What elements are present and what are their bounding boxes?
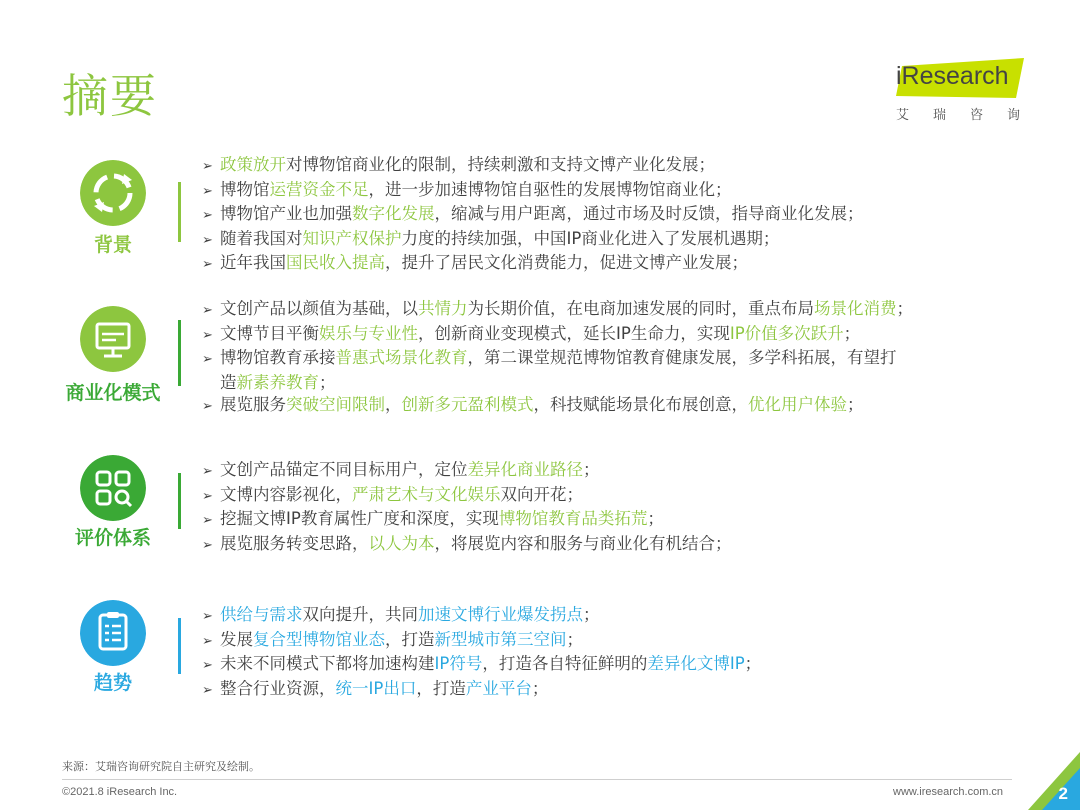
page-number: 2 xyxy=(1058,784,1068,803)
bullet-text: 博物馆教育承接 xyxy=(220,348,336,367)
bullet-text: 文博节目平衡 xyxy=(220,323,319,343)
section-divider xyxy=(178,182,181,242)
highlight-text: 娱乐与专业性 xyxy=(319,323,418,343)
bullet-text: ； xyxy=(847,395,864,414)
highlight-text: 突破空间限制 xyxy=(286,395,385,414)
arrow-bullet-icon: ➢ xyxy=(202,399,213,414)
bullet-text: 博物馆 xyxy=(220,179,270,199)
arrow-bullet-icon: ➢ xyxy=(202,633,213,649)
bullet-text: 整合行业资源， xyxy=(220,678,336,698)
highlight-text: IP价值多次跃升 xyxy=(729,323,844,343)
section-trend xyxy=(60,600,1040,700)
section-label: 趋势 xyxy=(93,672,132,694)
bullet-item xyxy=(202,508,732,533)
bullet-item xyxy=(202,347,913,372)
page-title: 摘要 xyxy=(62,69,158,123)
arrow-bullet-icon: ➢ xyxy=(202,327,213,343)
checklist-icon xyxy=(80,600,146,666)
section-divider xyxy=(178,618,181,674)
highlight-text: IP符号 xyxy=(434,654,483,673)
bullet-text: 未来不同模式下都将加速构建 xyxy=(220,654,435,673)
arrow-bullet-icon: ➢ xyxy=(202,537,213,553)
bullet-text: 博物馆产业也加强 xyxy=(220,204,352,223)
bullet-text: ，打造各自特征鲜明的 xyxy=(482,654,648,673)
arrow-bullet-icon: ➢ xyxy=(202,682,213,698)
highlight-text: 供给与需求 xyxy=(220,605,303,624)
bullet-text: 造 xyxy=(220,372,237,392)
bullet-item xyxy=(202,459,732,484)
bullet-text: 双向开花； xyxy=(500,484,583,504)
bullet-text: ； xyxy=(843,323,861,343)
bullet-text: 挖掘文博IP教育属性广度和深度，实现 xyxy=(220,509,499,528)
section-divider xyxy=(178,320,181,386)
arrow-bullet-icon: ➢ xyxy=(202,352,213,367)
bullet-text: ； xyxy=(896,299,913,318)
arrow-bullet-icon: ➢ xyxy=(202,464,213,479)
bullet-text: ； xyxy=(744,654,762,673)
section-lines xyxy=(202,459,732,557)
section-lines xyxy=(202,298,913,419)
highlight-text: 国民收入提高 xyxy=(286,253,385,272)
highlight-text: 普惠式场景化教育 xyxy=(335,348,468,367)
highlight-text: 严肃艺术与文化娱乐 xyxy=(352,484,501,504)
arrow-bullet-icon: ➢ xyxy=(202,609,213,624)
highlight-text: 场景化消费 xyxy=(814,299,897,318)
bullet-text: ，第二课堂规范博物馆教育健康发展，多学科拓展，有望打 xyxy=(467,348,897,367)
logo-subtitle: 艾瑞咨询 xyxy=(896,108,1045,123)
highlight-text: 运营资金不足 xyxy=(269,179,369,199)
bullet-text: 展览服务 xyxy=(220,395,286,414)
arrow-bullet-icon: ➢ xyxy=(202,303,213,318)
bullet-text: ，提升了居民文化消费能力，促进文博产业发展； xyxy=(385,253,748,272)
bullet-item xyxy=(202,653,761,678)
arrow-bullet-icon: ➢ xyxy=(202,208,213,223)
bullet-item xyxy=(202,629,761,654)
bullet-text: ，进一步加速博物馆自驱性的发展博物馆商业化； xyxy=(368,179,732,199)
bullet-text: 近年我国 xyxy=(220,253,286,272)
bullet-text: ，将展览内容和服务与商业化有机结合； xyxy=(434,533,732,553)
arrow-bullet-icon: ➢ xyxy=(202,513,213,528)
highlight-text: 加速文博行业爆发拐点 xyxy=(418,605,583,624)
bullet-text: 双向提升，共同 xyxy=(302,605,418,624)
corner-decoration xyxy=(1020,740,1080,810)
grid-search-icon xyxy=(80,455,146,521)
bullet-item xyxy=(202,604,761,629)
bullet-text: 对博物馆商业化的限制，持续刺激和支持文博产业化发展； xyxy=(286,155,715,174)
arrow-bullet-icon: ➢ xyxy=(202,183,213,199)
arrow-bullet-icon: ➢ xyxy=(202,658,213,673)
bullet-item xyxy=(202,154,864,179)
bullet-item xyxy=(202,203,864,228)
bullet-text: ； xyxy=(583,605,600,624)
bullet-item xyxy=(202,394,913,419)
highlight-text: 知识产权保护 xyxy=(302,228,402,248)
footer-copyright: ©2021.8 iResearch Inc. xyxy=(62,786,178,798)
bullet-text: 文创产品锚定不同目标用户，定位 xyxy=(220,460,468,479)
section-label: 商业化模式 xyxy=(65,382,161,404)
highlight-text: 产业平台 xyxy=(465,678,532,698)
section-divider xyxy=(178,473,181,529)
highlight-text: 统一IP出口 xyxy=(335,678,417,698)
footer-source: 来源：艾瑞咨询研究院自主研究及绘制。 xyxy=(62,760,260,773)
bullet-text: 文博内容影视化， xyxy=(220,484,352,504)
highlight-text: 复合型博物馆业态 xyxy=(253,629,385,649)
bullet-item xyxy=(202,179,864,204)
bullet-text: ，缩减与用户距离，通过市场及时反馈，指导商业化发展； xyxy=(434,204,864,223)
bullet-text: 力度的持续加强，中国IP商业化进入了发展机遇期； xyxy=(401,228,780,248)
highlight-text: 差异化商业路径 xyxy=(467,460,583,479)
bullet-item xyxy=(202,323,913,348)
bullet-item xyxy=(202,252,864,277)
section-label: 背景 xyxy=(93,234,132,256)
bullet-text: 文创产品以颜值为基础，以 xyxy=(220,299,418,318)
highlight-text: 差异化文博IP xyxy=(647,654,745,673)
bullet-text: ，打造 xyxy=(416,678,466,698)
bullet-item xyxy=(202,228,864,253)
highlight-text: 共情力 xyxy=(418,299,468,318)
highlight-text: 博物馆教育品类拓荒 xyxy=(498,509,648,528)
arrow-bullet-icon: ➢ xyxy=(202,488,213,504)
card-icon xyxy=(80,306,146,372)
highlight-text: 创新多元盈利模式 xyxy=(401,395,534,414)
section-background xyxy=(60,155,1040,272)
bullet-continuation xyxy=(202,372,913,395)
bullet-item xyxy=(202,484,732,509)
bullet-text: ； xyxy=(319,372,336,392)
highlight-text: 优化用户体验 xyxy=(748,395,847,414)
bullet-text: ； xyxy=(566,629,583,649)
footer-url[interactable]: www.iresearch.com.cn xyxy=(893,786,1004,798)
bullet-text: ； xyxy=(531,678,549,698)
logo-text: iResearch xyxy=(896,62,1009,90)
bullet-item xyxy=(202,678,761,703)
section-business-model xyxy=(60,299,1040,414)
section-lines xyxy=(202,604,761,702)
bullet-item xyxy=(202,298,913,323)
bullet-text: ，科技赋能场景化布展创意， xyxy=(533,395,748,414)
highlight-text: 数字化发展 xyxy=(352,204,435,223)
bullet-text: 随着我国对 xyxy=(220,228,303,248)
bullet-text: 发展 xyxy=(220,629,253,649)
footer-divider xyxy=(62,779,1012,780)
arrow-bullet-icon: ➢ xyxy=(202,232,213,248)
bullet-text: ，打造 xyxy=(385,629,435,649)
highlight-text: 以人为本 xyxy=(368,533,435,553)
bullet-text: ， xyxy=(385,395,402,414)
highlight-text: 新素养教育 xyxy=(236,372,319,392)
arrow-bullet-icon: ➢ xyxy=(202,159,213,174)
highlight-text: 政策放开 xyxy=(220,155,286,174)
bullet-text: ； xyxy=(583,460,600,479)
arrow-bullet-icon: ➢ xyxy=(202,257,213,272)
highlight-text: 新型城市第三空间 xyxy=(434,629,567,649)
bullet-text: ； xyxy=(647,509,664,528)
bullet-item xyxy=(202,533,732,558)
bullet-text: 为长期价值，在电商加速发展的同时，重点布局 xyxy=(467,299,814,318)
bullet-text: 展览服务转变思路， xyxy=(220,533,369,553)
iresearch-logo xyxy=(892,58,1045,128)
section-label: 评价体系 xyxy=(74,527,151,549)
refresh-icon xyxy=(80,160,146,226)
section-lines xyxy=(202,154,864,277)
section-evaluation xyxy=(60,455,1040,555)
bullet-text: ，创新商业变现模式，延长IP生命力，实现 xyxy=(418,323,730,343)
